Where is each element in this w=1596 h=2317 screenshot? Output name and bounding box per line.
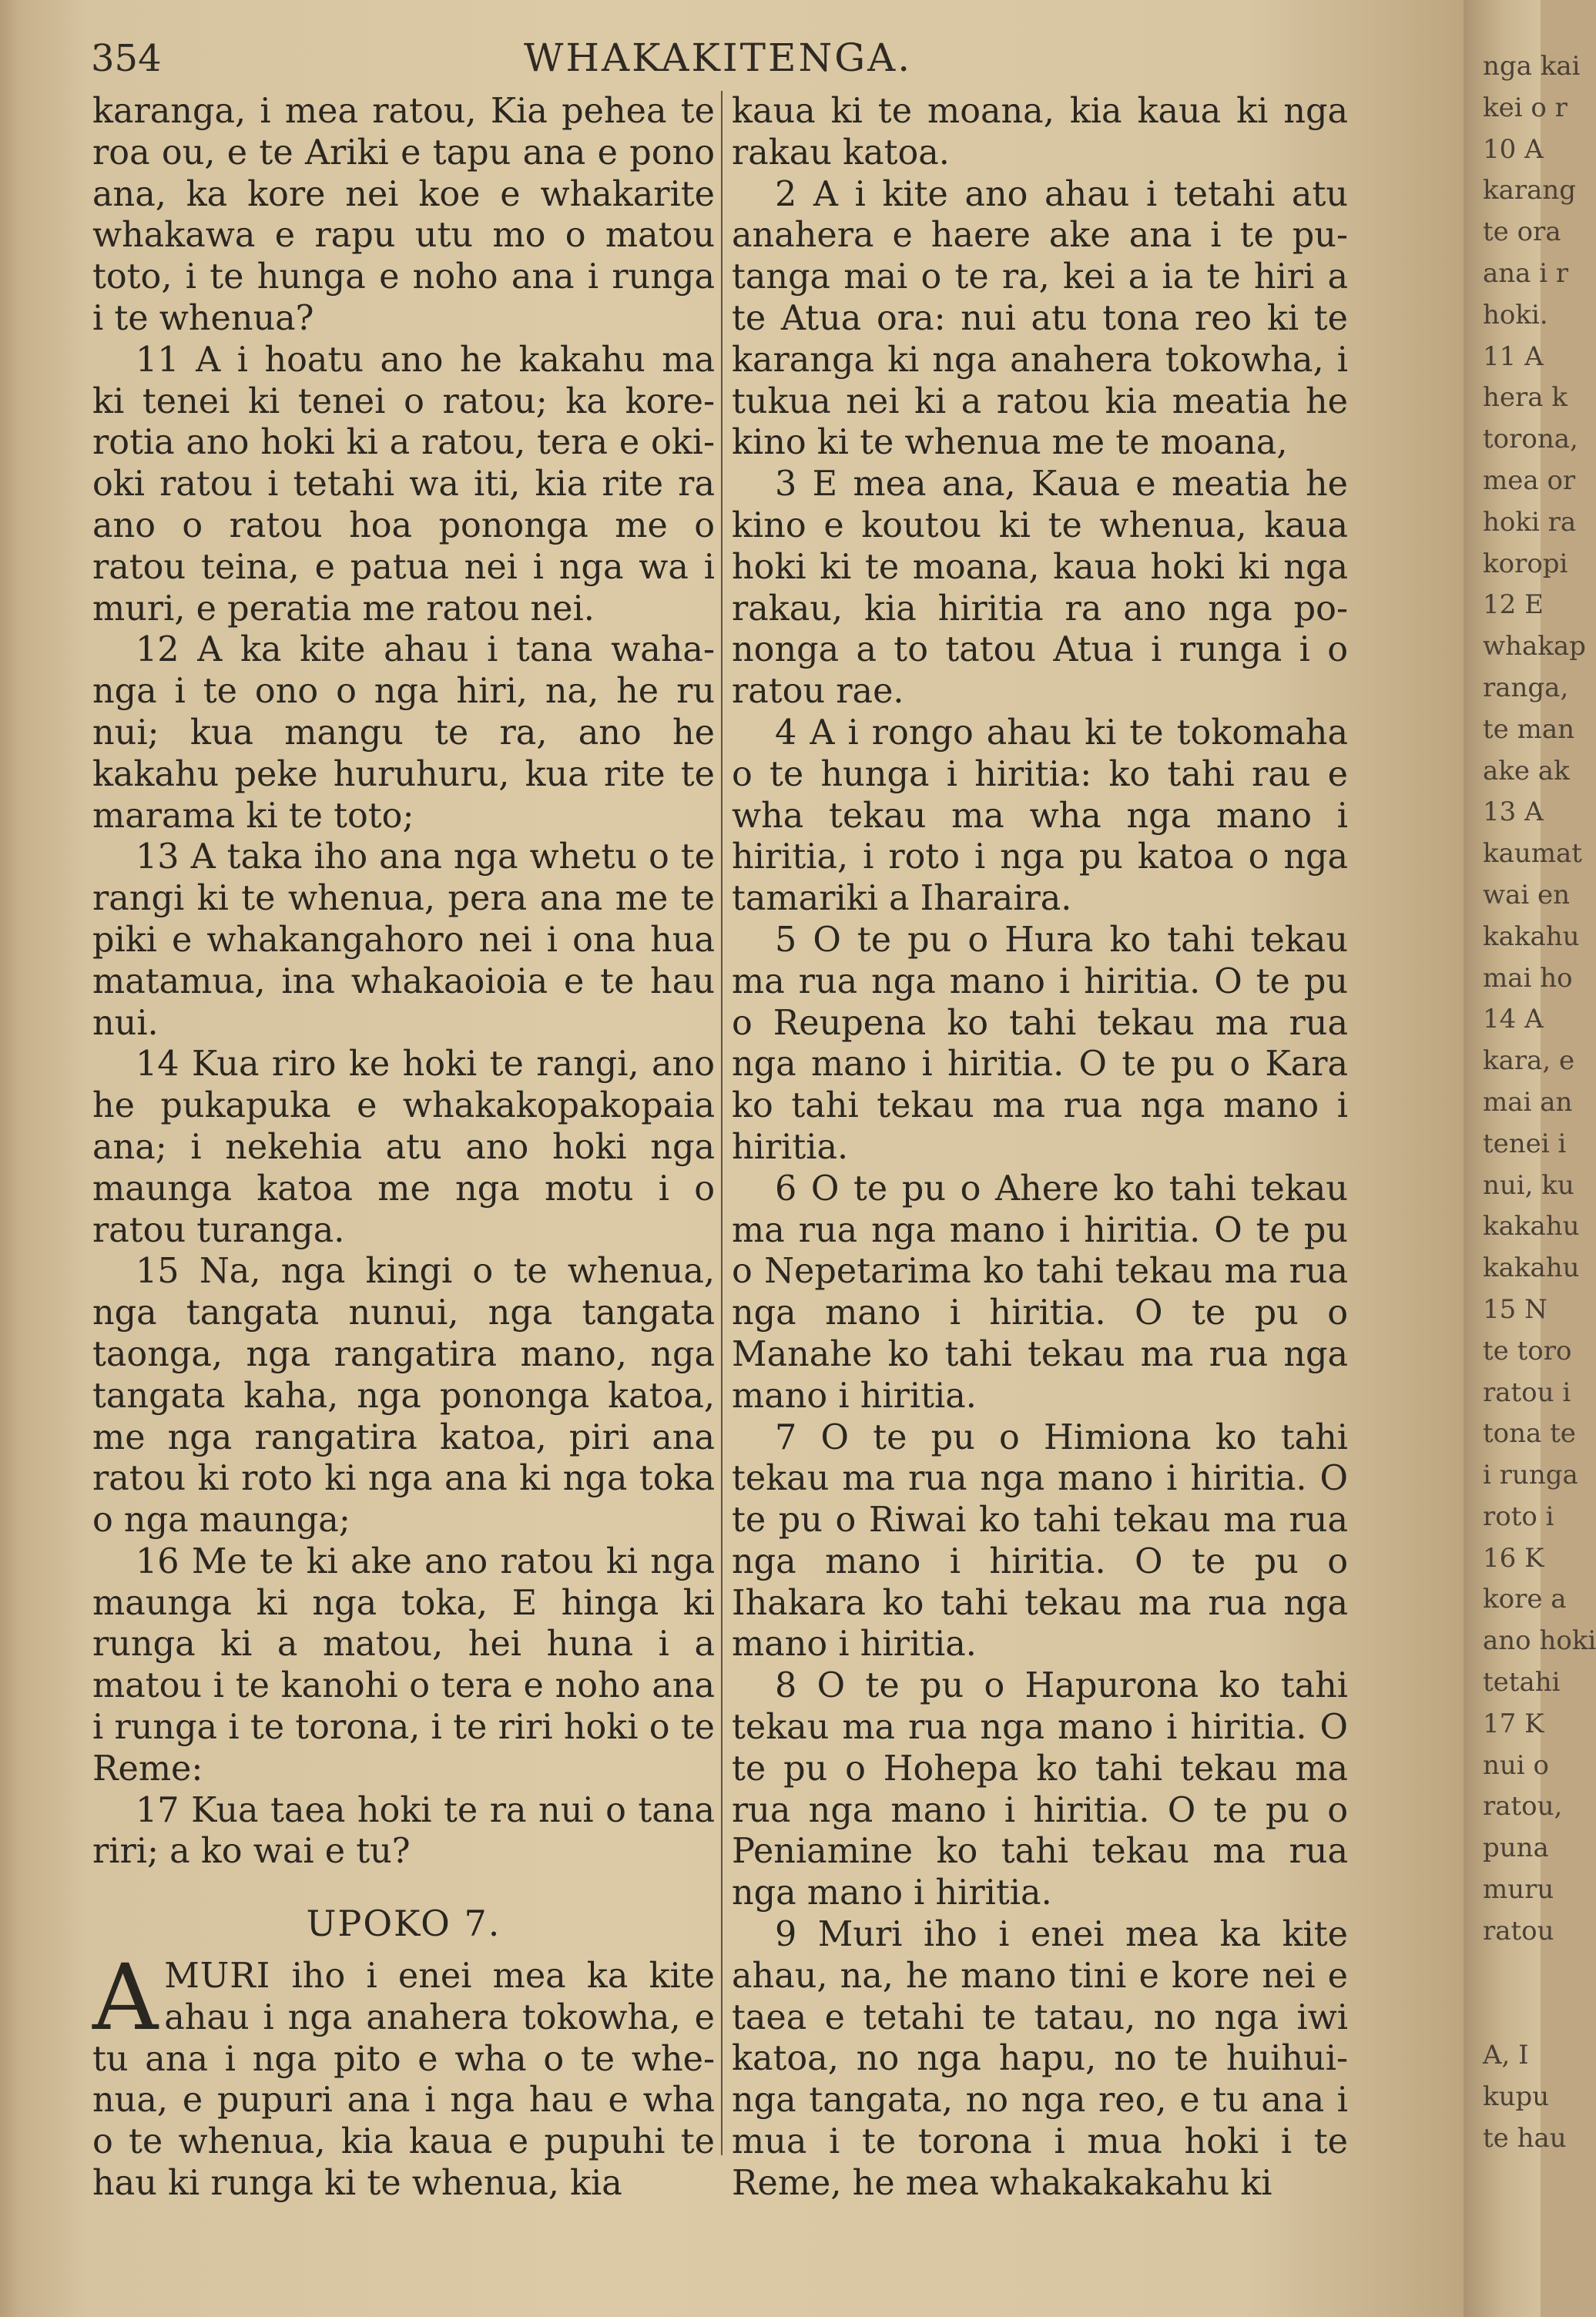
next-page-line: karang	[1483, 175, 1577, 206]
next-page-line	[1483, 1993, 1541, 2035]
next-page-line: wai en	[1483, 879, 1571, 910]
next-page-line: 17 K	[1483, 1708, 1544, 1739]
next-page-line: nui o	[1483, 1749, 1549, 1781]
continued-paragraph: karanga, i mea ratou, Kia pehea te roa ou, e te Ariki e tapu ana e pono ana, ka kore nei koe e whakarite whakawa e rapu utu mo o matou toto, i te hunga e noho ana i runga i te whenua?	[92, 92, 715, 338]
page-header	[0, 31, 1386, 85]
next-page-line: 12 E	[1483, 589, 1544, 621]
next-page-line: kakahu	[1483, 920, 1580, 952]
right-column	[732, 91, 1348, 2309]
next-page-line: te hau	[1483, 2122, 1567, 2154]
page-number: 354	[91, 37, 162, 80]
left-column	[92, 91, 715, 2309]
verse-8: 8 O te pu o Hapurona ko tahi tekau ma rua nga mano i hiritia. O te pu o Hohepa ko tahi tekau ma rua nga mano i hiritia. O te pu o Peniamine ko tahi tekau ma rua nga mano i hiritia.	[732, 1666, 1348, 1913]
next-page-line: ake ak	[1483, 755, 1570, 786]
chapter-heading: UPOKO 7.	[306, 1903, 501, 1945]
chapter-opening-text: iho i enei mea ka kite ahau i nga anahera tokowha, e tu ana i nga pito e wha o te whenua, e pupuri ana i nga hau e wha o te whenua, kia kaua e pupuhi te hau ki runga ki te whenua, kia	[92, 1957, 715, 2204]
next-page-line: 16 K	[1483, 1542, 1544, 1574]
verse-4: 4 A i rongo ahau ki te tokomaha o te hunga i hiritia: ko tahi rau e wha tekau ma wha nga mano i hiritia, i roto i nga pu katoa o nga tamariki a Iharaira.	[732, 713, 1348, 919]
next-page-line: ratou	[1483, 1915, 1554, 1946]
next-page-line: tetahi	[1483, 1667, 1561, 1698]
next-page-line: whakap	[1483, 631, 1586, 662]
next-page-line: ratou,	[1483, 1791, 1563, 1822]
verse-5: 5 O te pu o Hura ko tahi tekau ma rua nga mano i hiritia. O te pu o Reupena ko tahi tekau ma rua nga mano i hiritia. O te pu o Kara ko tahi tekau ma rua nga mano i hiritia.	[732, 920, 1348, 1167]
next-page-line: 15 N	[1483, 1293, 1547, 1325]
next-page-line: ana i r	[1483, 257, 1569, 289]
next-page-line: kara, e	[1483, 1045, 1575, 1077]
verse-11: 11 A i hoatu ano he kakahu ma ki tenei ki tenei o ratou; ka korerotia ano hoki ki a ratou, tera e okioki ratou i tetahi wa iti, kia rite ra ano o ratou hoa pononga me o ratou teina, e patua nei i nga wa i muri, e peratia me ratou nei.	[92, 340, 715, 629]
next-page-line: i runga	[1483, 1460, 1578, 1491]
next-page-line: hoki.	[1483, 299, 1548, 330]
next-page-line: 11 A	[1483, 340, 1544, 372]
next-page-line: mea or	[1483, 464, 1576, 496]
verse-2: 2 A i kite ano ahau i tetahi atu anahera e haere ake ana i te putanga mai o te ra, kei a ia te hiri a te Atua ora: nui atu tona reo ki te karanga ki nga anahera tokowha, i tukua nei ki a ratou kia meatia he kino ki te whenua me te moana,	[732, 174, 1348, 463]
drop-cap: A	[92, 1944, 159, 2051]
next-page-line: hoki ra	[1483, 506, 1577, 538]
chapter-first-word: MURI	[164, 1957, 271, 1997]
verse-16: 16 Me te ki ake ano ratou ki nga maunga ki nga toka, E hinga ki runga ki a matou, hei huna i a matou i te kanohi o tera e noho ana i runga i te torona, i te riri hoki o te Reme:	[92, 1541, 715, 1789]
next-page-line: muru	[1483, 1874, 1554, 1906]
next-page-line: nga kai	[1483, 51, 1581, 82]
verse-6: 6 O te pu o Ahere ko tahi tekau ma rua nga mano i hiritia. O te pu o Nepetarima ko tahi tekau ma rua nga mano i hiritia. O te pu o Manahe ko tahi tekau ma rua nga mano i hiritia.	[732, 1169, 1348, 1416]
next-page-line: te toro	[1483, 1335, 1572, 1366]
next-page-line: te ora	[1483, 216, 1561, 248]
next-page-line: ratou i	[1483, 1376, 1571, 1408]
next-page-line: A, I	[1483, 2040, 1529, 2071]
next-page-line: 13 A	[1483, 796, 1544, 828]
page-gutter-shadow	[0, 0, 18, 2317]
continued-paragraph: kaua ki te moana, kia kaua ki nga rakau katoa.	[732, 92, 1348, 173]
next-page-line: kupu	[1483, 2081, 1550, 2113]
next-page-line: te man	[1483, 713, 1574, 745]
verse-13: 13 A taka iho ana nga whetu o te rangi ki te whenua, pera ana me te piki e whakangahoro nei i ona hua matamua, ina whakaoioia e te hau nui.	[92, 837, 715, 1043]
next-page-line: tenei i	[1483, 1128, 1567, 1159]
next-page-line: mai ho	[1483, 962, 1573, 994]
verse-15: 15 Na, nga kingi o te whenua, nga tangata nunui, nga tangata taonga, nga rangatira mano, nga tangata kaha, nga pononga katoa, me nga rangatira katoa, piri ana ratou ki roto ki nga ana ki nga toka o nga maunga;	[92, 1252, 715, 1541]
next-page-fragments	[1483, 46, 1596, 2311]
next-page-line: kakahu	[1483, 1252, 1580, 1284]
column-divider	[721, 91, 723, 2155]
next-page-line: mai an	[1483, 1086, 1573, 1118]
next-page-line: kei o r	[1483, 92, 1568, 123]
next-page-line: puna	[1483, 1832, 1549, 1864]
next-page-line: roto i	[1483, 1501, 1554, 1532]
verse-9: 9 Muri iho i enei mea ka kite ahau, na, he mano tini e kore nei e taea e tetahi te tatau, no nga iwi katoa, no nga hapu, no te huihuinga tangata, no nga reo, e tu ana i mua i te torona i mua hoki i te Reme, he mea whakakakahu ki	[732, 1915, 1348, 2203]
next-page-line: kaumat	[1483, 838, 1582, 870]
next-page-line: kore a	[1483, 1584, 1567, 1615]
next-page-line: 10 A	[1483, 133, 1544, 165]
next-page-line: ranga,	[1483, 672, 1569, 703]
next-page-line: tona te	[1483, 1418, 1576, 1450]
next-page-line	[1483, 1953, 1541, 1994]
chapter-opening-paragraph	[92, 1944, 715, 2205]
next-page-line: hera k	[1483, 382, 1568, 414]
verse-3: 3 E mea ana, Kaua e meatia he kino e koutou ki te whenua, kaua hoki ki te moana, kaua hoki ki nga rakau, kia hiritia ra ano nga pononga a to tatou Atua i runga i o ratou rae.	[732, 464, 1348, 712]
next-page-line: torona,	[1483, 424, 1578, 455]
verse-14: 14 Kua riro ke hoki te rangi, ano he pukapuka e whakakopakopaia ana; i nekehia atu ano hoki nga maunga katoa me nga motu i o ratou turanga.	[92, 1044, 715, 1250]
next-page-line: koropi	[1483, 548, 1568, 579]
next-page-line: nui, ku	[1483, 1169, 1574, 1201]
running-head: WHAKAKITENGA.	[524, 35, 913, 80]
verse-12: 12 A ka kite ahau i tana wahanga i te ono o nga hiri, na, he ru nui; kua mangu te ra, ano he kakahu peke huruhuru, kua rite te marama ki te toto;	[92, 630, 715, 836]
verse-7: 7 O te pu o Himiona ko tahi tekau ma rua nga mano i hiritia. O te pu o Riwai ko tahi tekau ma rua nga mano i hiritia. O te pu o Ihakara ko tahi tekau ma rua nga mano i hiritia.	[732, 1417, 1348, 1665]
next-page-line: 14 A	[1483, 1004, 1544, 1035]
next-page-line: kakahu	[1483, 1211, 1580, 1242]
verse-17: 17 Kua taea hoki te ra nui o tana riri; a ko wai e tu?	[92, 1790, 715, 1872]
next-page-line: ano hoki	[1483, 1625, 1596, 1657]
